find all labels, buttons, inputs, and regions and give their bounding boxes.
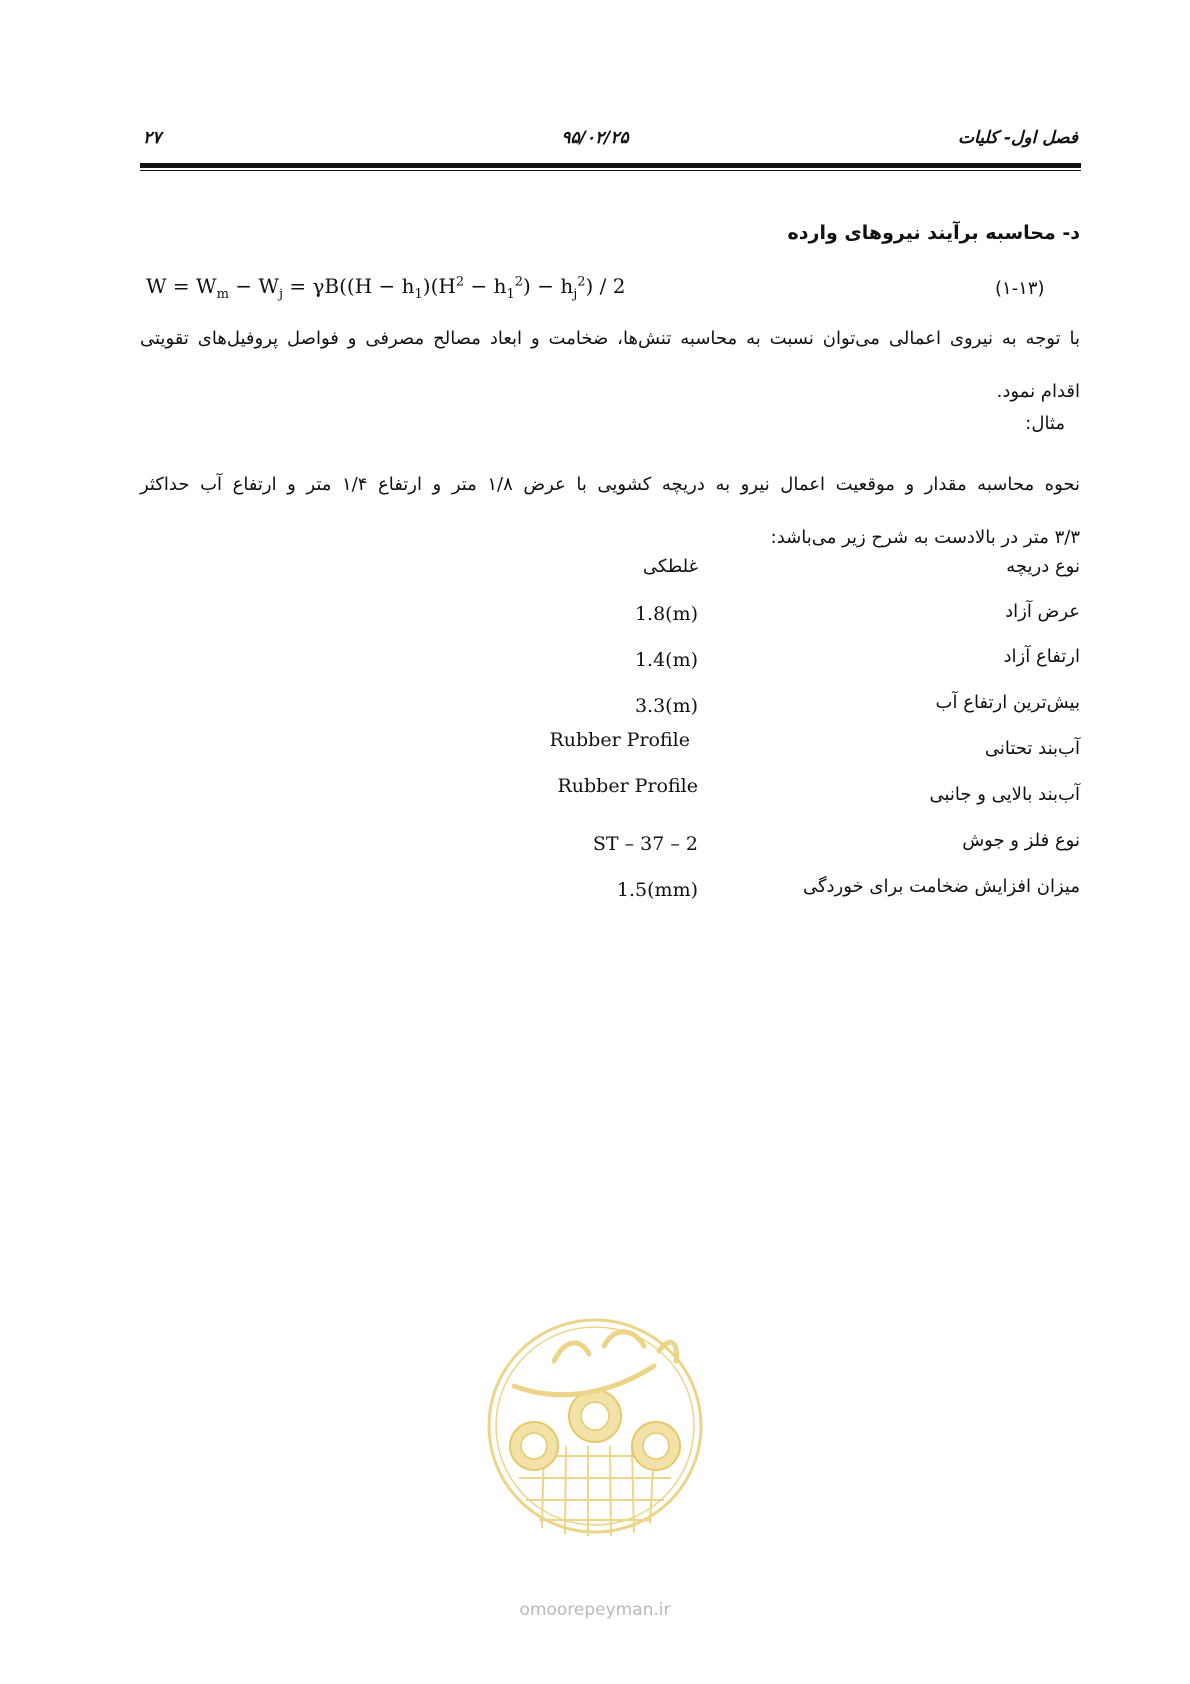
- spec-value-gate-type: غلطکی: [642, 556, 698, 577]
- spec-value-max-water-height: 3.3(m): [634, 695, 698, 717]
- spec-value-free-width: 1.8(m): [634, 603, 698, 625]
- paragraph-1: [140, 312, 1080, 418]
- equation-number: (۱-۱۳): [995, 278, 1045, 299]
- formula: $W = W_m - W_j = \gamma B((H - h_1)(H^2 - h_1^2) - h_j^2) / 2$: [146, 274, 626, 302]
- paragraph-2-line-2: ۳/۳ متر در بالادست به شرح زیر می‌باشد:: [770, 527, 1080, 548]
- header-rule-thick: [140, 163, 1081, 168]
- spec-label-metal-weld: نوع فلز و جوش: [962, 830, 1080, 851]
- spec-label-max-water-height: بیش‌ترین ارتفاع آب: [935, 692, 1080, 713]
- section-heading: د- محاسبه برآیند نیروهای وارده: [787, 222, 1080, 244]
- paragraph-1-line-1: با توجه به نیروی اعمالی می‌توان نسبت به محاسبه تنش‌ها، ضخامت و ابعاد مصالح مصرفی و فواصل پروفیل‌های تقویتی: [140, 328, 1080, 349]
- page-number: ۲۷: [143, 128, 162, 148]
- spec-value-metal-weld: ST – 37 – 2: [592, 833, 698, 855]
- spec-label-corrosion-allowance: میزان افزایش ضخامت برای خوردگی: [802, 876, 1080, 897]
- spec-label-free-width: عرض آزاد: [1005, 601, 1080, 622]
- spec-value-corrosion-allowance: 1.5(mm): [616, 879, 698, 901]
- spec-label-top-side-seal: آب‌بند بالایی و جانبی: [929, 784, 1080, 805]
- watermark-url: omoorepeyman.ir: [519, 1600, 671, 1620]
- header-date: ۹۵/۰۲/۲۵: [561, 128, 629, 148]
- spec-value-top-side-seal: Rubber Profile: [557, 775, 698, 797]
- header-rule-thin: [140, 170, 1081, 171]
- paragraph-1-line-2: اقدام نمود.: [996, 381, 1080, 402]
- spec-label-bottom-seal: آب‌بند تحتانی: [984, 738, 1080, 759]
- chapter-title: فصل اول- کلیات: [958, 128, 1078, 148]
- spec-value-bottom-seal: Rubber Profile: [549, 729, 690, 751]
- spec-label-free-height: ارتفاع آزاد: [1003, 646, 1080, 667]
- spec-label-gate-type: نوع دریچه: [1006, 556, 1080, 577]
- spec-value-free-height: 1.4(m): [634, 649, 698, 671]
- watermark-logo: [484, 1306, 706, 1546]
- example-label: مثال:: [1025, 413, 1065, 434]
- paragraph-2-line-1: نحوه محاسبه مقدار و موقعیت اعمال نیرو به دریچه کشویی با عرض ۱/۸ متر و ارتفاع ۱/۴ متر و ارتفاع آب حداکثر: [140, 474, 1081, 495]
- paragraph-2: [140, 458, 1080, 564]
